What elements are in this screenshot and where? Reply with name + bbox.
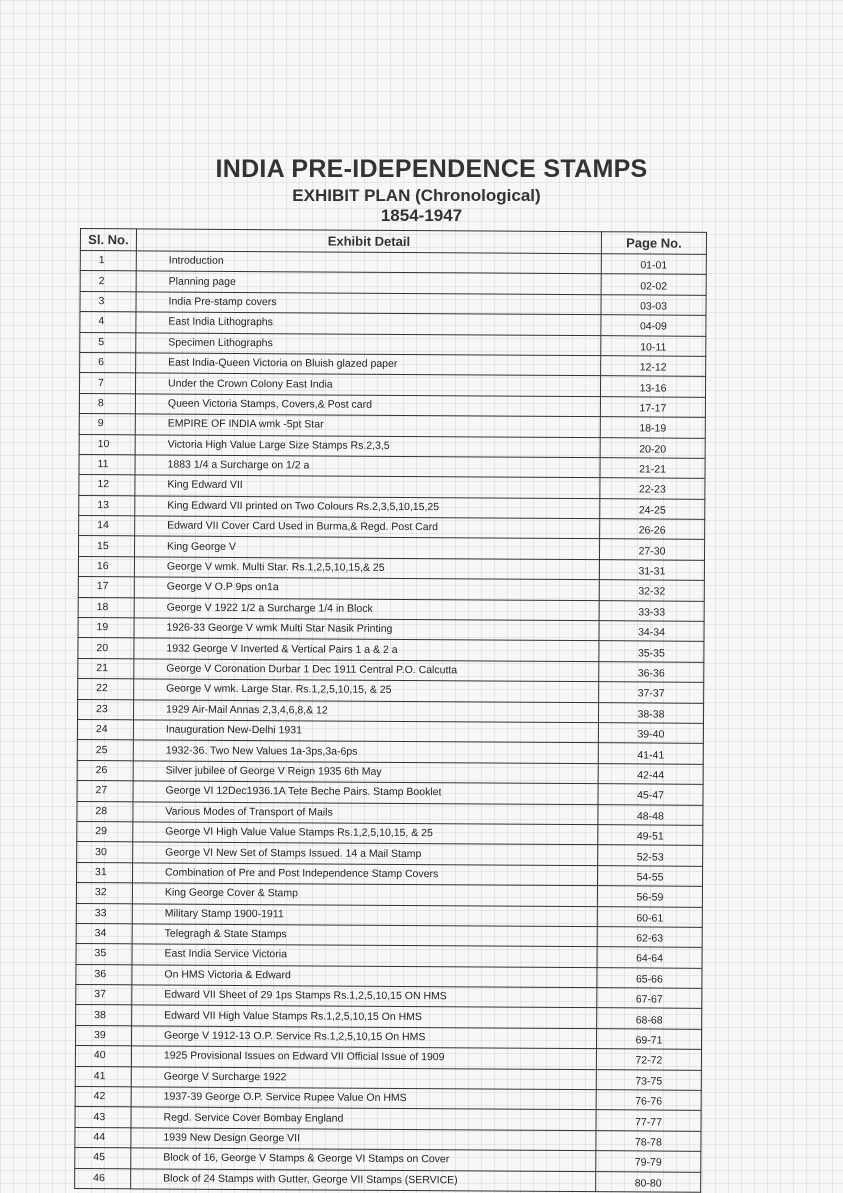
cell-sl-no: 15: [78, 536, 134, 557]
cell-sl-no: 16: [78, 556, 134, 577]
cell-sl-no: 28: [77, 801, 133, 822]
cell-sl-no: 3: [80, 291, 136, 312]
cell-exhibit-detail: Silver jubilee of George V Reign 1935 6th May: [133, 761, 598, 784]
cell-page-no: 27-30: [599, 539, 704, 560]
cell-sl-no: 5: [80, 332, 136, 353]
cell-exhibit-detail: Regd. Service Cover Bombay England: [131, 1107, 596, 1130]
cell-sl-no: 29: [77, 821, 133, 842]
cell-page-no: 52-53: [598, 845, 703, 866]
cell-sl-no: 35: [76, 944, 132, 965]
cell-page-no: 31-31: [599, 560, 704, 581]
cell-page-no: 56-59: [597, 886, 702, 907]
cell-page-no: 45-47: [598, 784, 703, 805]
cell-sl-no: 13: [79, 495, 135, 516]
cell-sl-no: 11: [79, 454, 135, 475]
cell-sl-no: 45: [75, 1148, 131, 1169]
cell-sl-no: 8: [79, 393, 135, 414]
cell-page-no: 79-79: [596, 1151, 701, 1172]
cell-exhibit-detail: George V O.P 9ps on1a: [134, 577, 599, 600]
cell-page-no: 21-21: [600, 458, 705, 479]
cell-exhibit-detail: Block of 24 Stamps with Gutter, George VII Stamps (SERVICE): [131, 1168, 596, 1191]
cell-exhibit-detail: Introduction: [136, 251, 601, 274]
cell-sl-no: 32: [76, 883, 132, 904]
cell-sl-no: 1: [80, 251, 136, 272]
cell-sl-no: 17: [78, 577, 134, 598]
cell-page-no: 18-19: [600, 417, 705, 438]
cell-exhibit-detail: George V wmk. Multi Star. Rs.1,2,5,10,15,& 25: [134, 557, 599, 580]
cell-page-no: 26-26: [600, 519, 705, 540]
cell-exhibit-detail: East India-Queen Victoria on Bluish glazed paper: [136, 353, 601, 376]
cell-sl-no: 14: [79, 516, 135, 537]
cell-page-no: 02-02: [601, 274, 706, 295]
cell-exhibit-detail: 1932-36. Two New Values 1a-3ps,3a-6ps: [133, 740, 598, 763]
cell-exhibit-detail: 1925 Provisional Issues on Edward VII Official Issue of 1909: [131, 1046, 596, 1069]
cell-exhibit-detail: George V 1922 1/2 a Surcharge 1/4 in Block: [134, 597, 599, 620]
cell-page-no: 03-03: [601, 294, 706, 315]
cell-page-no: 69-71: [596, 1029, 701, 1050]
cell-exhibit-detail: King Edward VII: [135, 475, 600, 498]
cell-exhibit-detail: 1883 1/4 a Surcharge on 1/2 a: [135, 455, 600, 478]
cell-page-no: 76-76: [596, 1090, 701, 1111]
cell-page-no: 80-80: [596, 1171, 701, 1192]
cell-sl-no: 2: [80, 271, 136, 292]
cell-sl-no: 42: [75, 1087, 131, 1108]
cell-page-no: 77-77: [596, 1110, 701, 1131]
cell-exhibit-detail: Specimen Lithographs: [136, 332, 601, 355]
cell-sl-no: 4: [80, 312, 136, 333]
cell-page-no: 36-36: [599, 661, 704, 682]
cell-page-no: 35-35: [599, 641, 704, 662]
cell-page-no: 42-44: [598, 763, 703, 784]
cell-sl-no: 34: [76, 923, 132, 944]
cell-exhibit-detail: George VI High Value Value Stamps Rs.1,2,5,10,15, & 25: [133, 822, 598, 845]
exhibit-plan-table: [74, 228, 707, 1193]
cell-page-no: 72-72: [596, 1049, 701, 1070]
cell-exhibit-detail: Block of 16, George V Stamps & George VI Stamps on Cover: [131, 1148, 596, 1171]
cell-sl-no: 23: [77, 699, 133, 720]
cell-exhibit-detail: Various Modes of Transport of Mails: [133, 801, 598, 824]
table-row: [75, 1168, 701, 1192]
cell-exhibit-detail: King George Cover & Stamp: [132, 883, 597, 906]
cell-exhibit-detail: On HMS Victoria & Edward: [132, 965, 597, 988]
cell-page-no: 60-61: [597, 906, 702, 927]
cell-page-no: 68-68: [597, 1008, 702, 1029]
cell-sl-no: 39: [76, 1025, 132, 1046]
cell-page-no: 65-66: [597, 967, 702, 988]
cell-exhibit-detail: Edward VII Sheet of 29 1ps Stamps Rs.1,2,5,10,15 ON HMS: [132, 985, 597, 1008]
cell-page-no: 64-64: [597, 947, 702, 968]
cell-exhibit-detail: Under the Crown Colony East India: [135, 373, 600, 396]
cell-sl-no: 43: [75, 1107, 131, 1128]
cell-sl-no: 26: [77, 760, 133, 781]
cell-sl-no: 10: [79, 434, 135, 455]
cell-sl-no: 7: [79, 373, 135, 394]
cell-page-no: 32-32: [599, 580, 704, 601]
cell-page-no: 04-09: [601, 315, 706, 336]
cell-exhibit-detail: Victoria High Value Large Size Stamps Rs.2,3,5: [135, 434, 600, 457]
cell-sl-no: 31: [77, 862, 133, 883]
cell-sl-no: 41: [75, 1066, 131, 1087]
cell-page-no: 78-78: [596, 1130, 701, 1151]
cell-sl-no: 33: [76, 903, 132, 924]
cell-exhibit-detail: Edward VII High Value Stamps Rs.1,2,5,10,15 On HMS: [132, 1005, 597, 1028]
cell-sl-no: 40: [75, 1046, 131, 1067]
cell-exhibit-detail: Telegragh & State Stamps: [132, 924, 597, 947]
cell-exhibit-detail: George V wmk. Large Star. Rs.1,2,5,10,15, & 25: [134, 679, 599, 702]
cell-page-no: 37-37: [599, 682, 704, 703]
cell-sl-no: 25: [77, 740, 133, 761]
cell-page-no: 22-23: [600, 478, 705, 499]
cell-page-no: 73-75: [596, 1069, 701, 1090]
date-range: 1854-1947: [380, 206, 463, 225]
cell-exhibit-detail: King George V: [134, 536, 599, 559]
cell-sl-no: 20: [78, 638, 134, 659]
cell-sl-no: 9: [79, 414, 135, 435]
cell-exhibit-detail: George V Coronation Durbar 1 Dec 1911 Central P.O. Calcutta: [134, 659, 599, 682]
cell-exhibit-detail: 1929 Air-Mail Annas 2,3,4,6,8,& 12: [133, 699, 598, 722]
cell-sl-no: 22: [78, 679, 134, 700]
cell-exhibit-detail: George V 1912-13 O.P. Service Rs.1,2,5,10,15 On HMS: [132, 1026, 597, 1049]
cell-page-no: 41-41: [598, 743, 703, 764]
cell-exhibit-detail: EMPIRE OF INDIA wmk -5pt Star: [135, 414, 600, 437]
cell-exhibit-detail: George V Surcharge 1922: [131, 1066, 596, 1089]
cell-sl-no: 6: [80, 352, 136, 373]
cell-page-no: 39-40: [598, 723, 703, 744]
cell-sl-no: 46: [75, 1168, 131, 1189]
cell-exhibit-detail: 1932 George V Inverted & Vertical Pairs 1 a & 2 a: [134, 638, 599, 661]
cell-exhibit-detail: Military Stamp 1900-1911: [132, 903, 597, 926]
cell-page-no: 38-38: [598, 702, 703, 723]
cell-exhibit-detail: George VI New Set of Stamps Issued. 14 a Mail Stamp: [133, 842, 598, 865]
cell-exhibit-detail: East India Service Victoria: [132, 944, 597, 967]
cell-exhibit-detail: Queen Victoria Stamps, Covers,& Post card: [135, 394, 600, 417]
cell-page-no: 17-17: [600, 396, 705, 417]
cell-sl-no: 21: [78, 658, 134, 679]
cell-exhibit-detail: 1926-33 George V wmk Multi Star Nasik Printing: [134, 618, 599, 641]
cell-page-no: 13-16: [600, 376, 705, 397]
cell-exhibit-detail: King Edward VII printed on Two Colours Rs.2,3,5,10,15,25: [135, 496, 600, 519]
cell-page-no: 12-12: [601, 356, 706, 377]
cell-page-no: 01-01: [601, 254, 706, 275]
cell-exhibit-detail: Inauguration New-Delhi 1931: [133, 720, 598, 743]
page-subtitle: EXHIBIT PLAN (Chronological): [292, 186, 541, 205]
cell-sl-no: 12: [79, 475, 135, 496]
cell-exhibit-detail: 1939 New Design George VII: [131, 1128, 596, 1151]
cell-page-no: 48-48: [598, 804, 703, 825]
cell-sl-no: 36: [76, 964, 132, 985]
cell-exhibit-detail: 1937-39 George O.P. Service Rupee Value On HMS: [131, 1087, 596, 1110]
cell-exhibit-detail: Planning page: [136, 271, 601, 294]
cell-sl-no: 24: [77, 719, 133, 740]
column-header-page-no: Page No.: [601, 232, 706, 255]
cell-sl-no: 27: [77, 781, 133, 802]
cell-page-no: 67-67: [597, 988, 702, 1009]
cell-exhibit-detail: East India Lithographs: [136, 312, 601, 335]
cell-sl-no: 18: [78, 597, 134, 618]
cell-sl-no: 38: [76, 1005, 132, 1026]
cell-page-no: 20-20: [600, 437, 705, 458]
cell-sl-no: 37: [76, 985, 132, 1006]
cell-page-no: 33-33: [599, 600, 704, 621]
cell-sl-no: 19: [78, 618, 134, 639]
cell-page-no: 24-25: [600, 498, 705, 519]
column-header-sl-no: Sl. No.: [80, 229, 136, 251]
page-title: INDIA PRE-IDEPENDENCE STAMPS: [215, 155, 648, 183]
column-header-exhibit-detail: Exhibit Detail: [136, 229, 601, 254]
cell-page-no: 49-51: [598, 825, 703, 846]
cell-page-no: 10-11: [601, 335, 706, 356]
cell-page-no: 62-63: [597, 927, 702, 948]
cell-page-no: 34-34: [599, 621, 704, 642]
cell-sl-no: 44: [75, 1127, 131, 1148]
cell-sl-no: 30: [77, 842, 133, 863]
cell-exhibit-detail: George VI 12Dec1936.1A Tete Beche Pairs. Stamp Booklet: [133, 781, 598, 804]
cell-exhibit-detail: Edward VII Cover Card Used in Burma,& Regd. Post Card: [135, 516, 600, 539]
cell-page-no: 54-55: [597, 865, 702, 886]
cell-exhibit-detail: India Pre-stamp covers: [136, 292, 601, 315]
cell-exhibit-detail: Combination of Pre and Post Independence Stamp Covers: [133, 863, 598, 886]
